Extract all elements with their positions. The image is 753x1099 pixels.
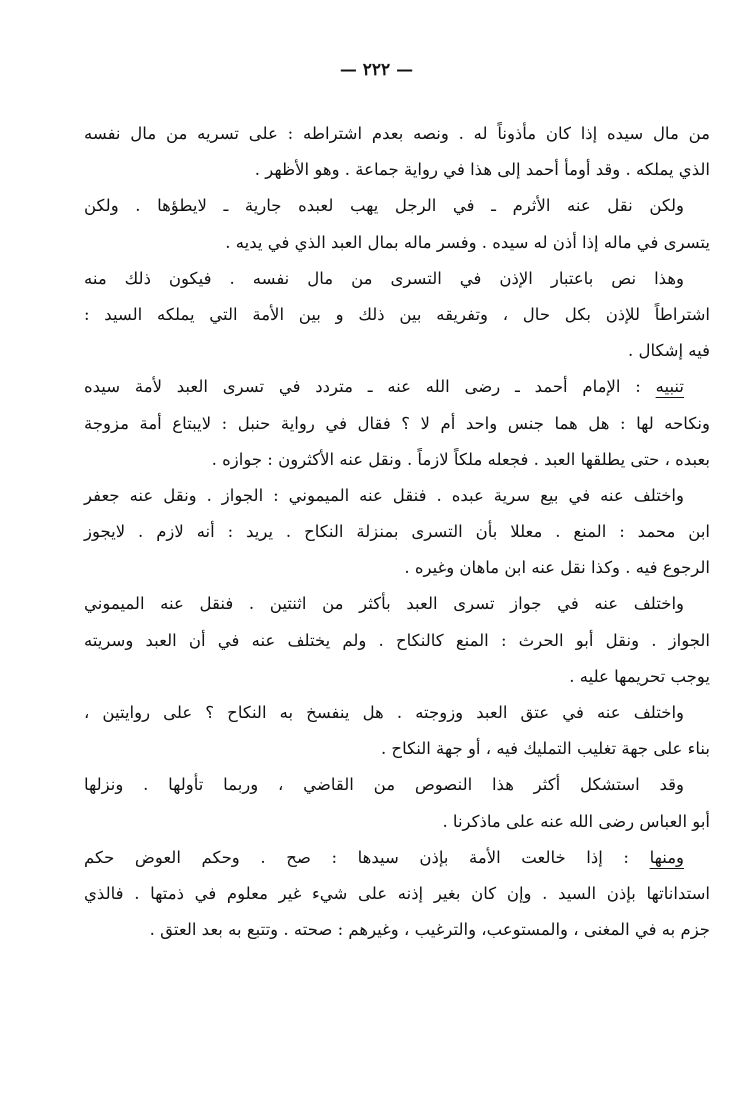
text-line: بناء على جهة تغليب التمليك فيه ، أو جهة النكاح . [380, 739, 710, 759]
text-line: الجواز . ونقل أبو الحرث : المنع كالنكاح . ولم يختلف عنه في أن العبد وسريته [84, 630, 710, 650]
text-line: جزم به في المغنى ، والمستوعب، والترغيب ، وغيرهم : صحته . وتتبع به بعد العتق . [149, 920, 710, 940]
text-line: واختلف عنه في بيع سرية عبده . فنقل عنه الميموني : الجواز . ونقل عنه جعفر [84, 485, 684, 505]
text-line: ونكاحه لها : هل هما جنس واحد أم لا ؟ فقال في رواية حنبل : لايبتاع أمة مزوجة [84, 413, 710, 433]
text-line: الرجوع فيه . وكذا نقل عنه ابن ماهان وغيره . [404, 558, 710, 578]
body-text [84, 116, 710, 948]
text-line: فيه إشكال . [628, 341, 710, 361]
line-text: : إذا خالعت الأمة بإذن سيدها : صح . وحكم العوض حكم [84, 847, 629, 867]
text-line: أبو العباس رضى الله عنه على ماذكرنا . [442, 811, 710, 831]
line-text: : الإمام أحمد ـ رضى الله عنه ـ متردد في تسرى العبد لأمة سيده [84, 377, 641, 397]
text-line: ابن محمد : المنع . معللا بأن التسرى بمنزلة النكاح . يريد : أنه لازم . لايجوز [84, 522, 710, 542]
text-line: استداناتها بإذن السيد . وإن كان بغير إذنه على شيء غير معلوم في ذمتها . فالذي [84, 883, 710, 903]
text-line: اشتراطاً للإذن بكل حال ، وتفريقه بين ذلك و بين الأمة التي يملكه السيد : [84, 304, 710, 324]
page-number: — ٢٢٢ — [339, 60, 414, 80]
text-line [84, 369, 710, 405]
text-line: يوجب تحريمها عليه . [569, 666, 710, 686]
text-line: يتسرى في ماله إذا أذن له سيده . وفسر ماله بمال العبد الذي في يديه . [225, 232, 710, 252]
text-line: واختلف عنه في جواز تسرى العبد بأكثر من اثنتين . فنقل عنه الميموني [84, 594, 684, 614]
text-line: الذي يملكه . وقد أومأ أحمد إلى هذا في رواية جماعة . وهو الأظهر . [254, 160, 710, 180]
text-line: ولكن نقل عنه الأثرم ـ في الرجل يهب لعبده جارية ـ لايطؤها . ولكن [84, 196, 684, 216]
text-line: وقد استشكل أكثر هذا النصوص من القاضي ، وربما تأولها . ونزلها [84, 775, 684, 795]
text-line: واختلف عنه في عتق العبد وزوجته . هل ينفسخ به النكاح ؟ على روايتين ، [84, 703, 684, 722]
section-term: تنبيه [655, 377, 685, 397]
text-line [84, 840, 710, 876]
section-term: ومنها [649, 847, 684, 867]
text-line: من مال سيده إذا كان مأذوناً له . ونصه بعدم اشتراطه : على تسريه من مال نفسه [84, 124, 710, 143]
text-line: وهذا نص باعتبار الإذن في التسرى من مال نفسه . فيكون ذلك منه [84, 268, 684, 288]
text-line: بعبده ، حتى يطلقها العبد . فجعله ملكاً لازماً . ونقل عنه الأكثرون : جوازه . [211, 449, 710, 469]
